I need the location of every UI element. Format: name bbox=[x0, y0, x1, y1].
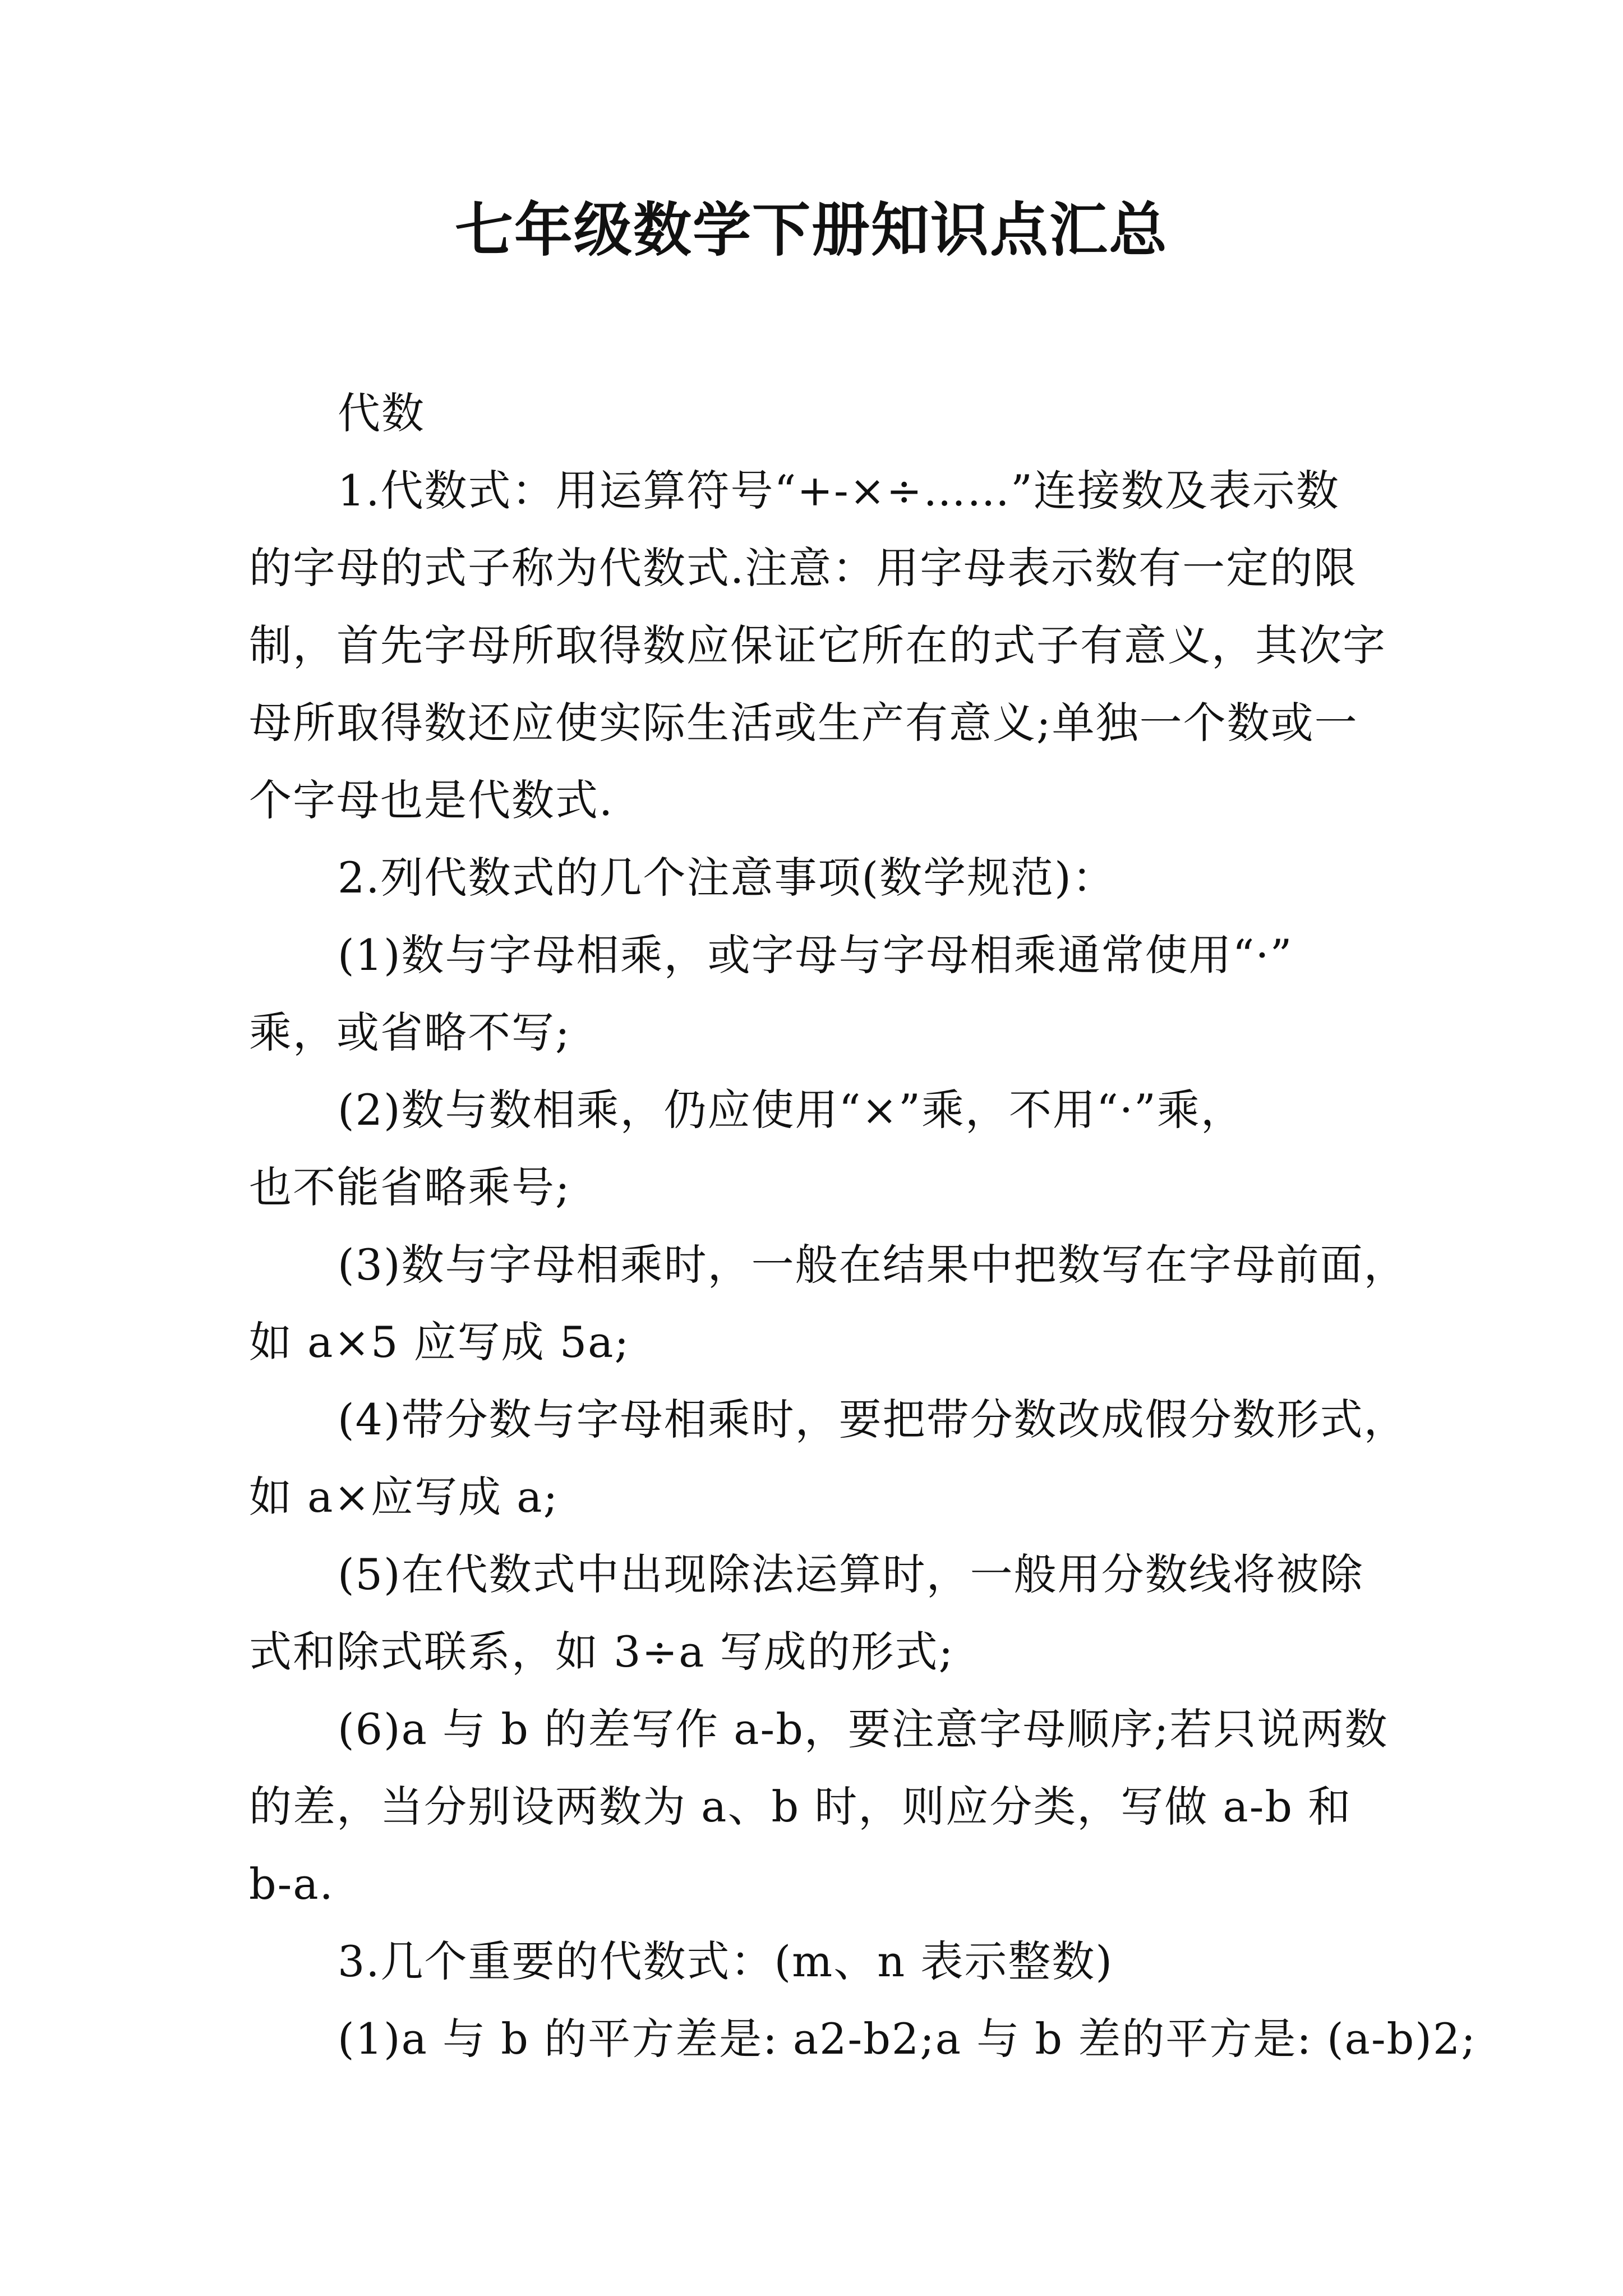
document-title: 七年级数学下册知识点汇总 bbox=[454, 195, 1168, 264]
body-line: (6)a 与 b 的差写作 a-b，要注意字母顺序;若只说两数 bbox=[338, 1704, 1389, 1754]
body-line: 如 a×应写成 a; bbox=[249, 1472, 559, 1522]
body-line: b-a. bbox=[249, 1859, 334, 1909]
body-line: 个字母也是代数式. bbox=[249, 775, 614, 825]
body-line: 3.几个重要的代数式：(m、n 表示整数) bbox=[338, 1936, 1113, 1986]
body-line: (2)数与数相乘，仍应使用“×”乘，不用“·”乘， bbox=[338, 1085, 1244, 1135]
body-line: 如 a×5 应写成 5a; bbox=[249, 1317, 630, 1367]
body-line: 制，首先字母所取得数应保证它所在的式子有意义，其次字 bbox=[249, 620, 1386, 670]
body-line: 也不能省略乘号; bbox=[249, 1162, 571, 1212]
body-line: 的差，当分别设两数为 a、b 时，则应分类，写做 a-b 和 bbox=[249, 1782, 1352, 1832]
body-line: (1)数与字母相乘，或字母与字母相乘通常使用“·” bbox=[338, 930, 1293, 980]
body-line: 的字母的式子称为代数式.注意：用字母表示数有一定的限 bbox=[249, 543, 1358, 593]
body-line: (5)在代数式中出现除法运算时，一般用分数线将被除 bbox=[338, 1549, 1364, 1599]
body-line: 2.列代数式的几个注意事项(数学规范)： bbox=[338, 853, 1116, 903]
body-line: 式和除式联系，如 3÷a 写成的形式; bbox=[249, 1627, 955, 1677]
document-body bbox=[249, 375, 1477, 2078]
body-line: (4)带分数与字母相乘时，要把带分数改成假分数形式， bbox=[338, 1395, 1408, 1444]
body-line: 代数 bbox=[338, 388, 425, 438]
body-line: 母所取得数还应使实际生活或生产有意义;单独一个数或一 bbox=[249, 698, 1358, 748]
body-line: (1)a 与 b 的平方差是: a2-b2;a 与 b 差的平方是: (a-b)2; bbox=[338, 2014, 1477, 2064]
body-line: 乘，或省略不写; bbox=[249, 1007, 571, 1057]
body-line: (3)数与字母相乘时，一般在结果中把数写在字母前面， bbox=[338, 1240, 1408, 1290]
body-line: 1.代数式：用运算符号“+-×÷……”连接数及表示数 bbox=[338, 466, 1340, 516]
